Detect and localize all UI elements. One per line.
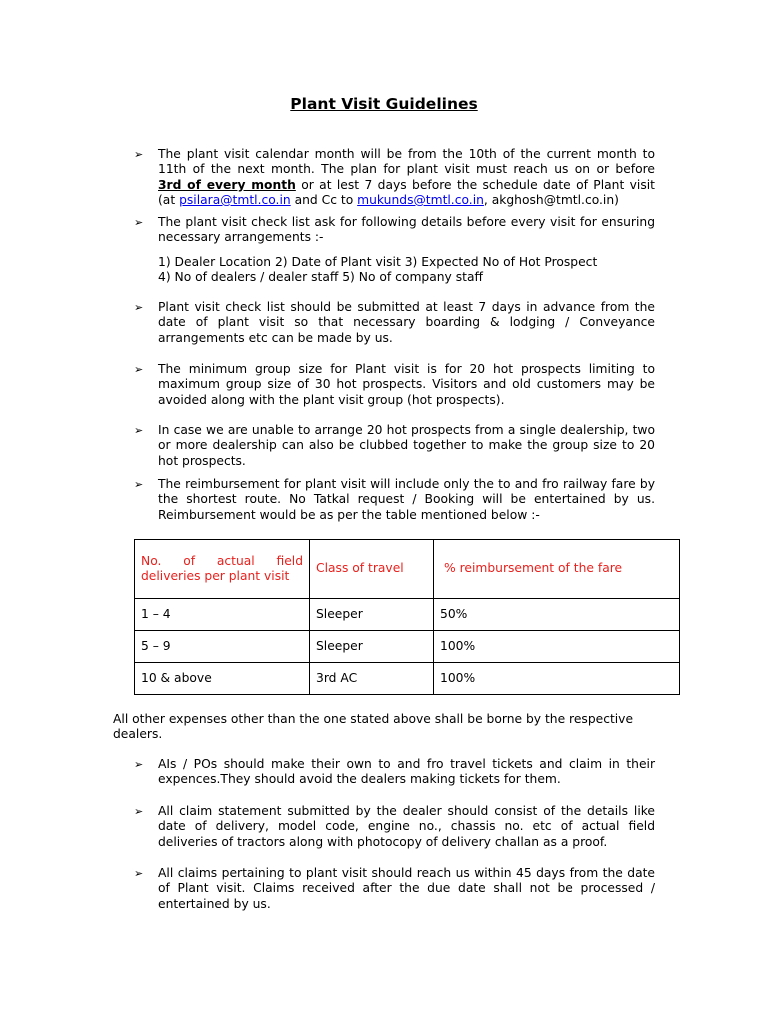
bullet-line bbox=[158, 193, 655, 208]
table-header-cell: % reimbursement of the fare bbox=[434, 540, 680, 599]
table-row bbox=[135, 663, 680, 695]
text-fragment: (at bbox=[158, 192, 180, 207]
email-link-mukunds[interactable]: mukunds@tmtl.co.in bbox=[357, 192, 484, 207]
checklist-item-line: 1) Dealer Location 2) Date of Plant visit 3) Expected No of Hot Prospect bbox=[158, 255, 598, 269]
table-header-row bbox=[135, 540, 680, 599]
bullet-text: In case we are unable to arrange 20 hot prospects from a single dealership, two or more dealership can also be clubbed together to make the group size to 20 hot prospects. bbox=[158, 423, 655, 468]
table-cell: 5 – 9 bbox=[135, 631, 310, 663]
table-cell: 10 & above bbox=[135, 663, 310, 695]
bullet-text: The reimbursement for plant visit will include only the to and fro railway fare by the shortest route. No Tatkal request / Booking will be entertained by us. Reimbursement would be as per the table mentioned below :- bbox=[158, 477, 655, 522]
table-cell: 100% bbox=[434, 663, 680, 695]
text-fragment: and Cc to bbox=[290, 192, 358, 207]
table-cell: 100% bbox=[434, 631, 680, 663]
arrow-bullet-icon: ➢ bbox=[134, 805, 144, 818]
bullet-text bbox=[158, 147, 655, 208]
arrow-bullet-icon: ➢ bbox=[134, 363, 144, 376]
arrow-bullet-icon: ➢ bbox=[134, 478, 144, 491]
document-title: Plant Visit Guidelines bbox=[290, 95, 478, 113]
bullet-text: All claims pertaining to plant visit should reach us within 45 days from the date of Plant visit. Claims received after the due date shall not be processed / entertained by us. bbox=[158, 866, 655, 911]
bullet-line: 11th of the next month. The plan for plant visit must reach us on or before bbox=[158, 162, 655, 177]
table-cell: 3rd AC bbox=[310, 663, 434, 695]
arrow-bullet-icon: ➢ bbox=[134, 758, 144, 771]
bullet-text: The minimum group size for Plant visit is for 20 hot prospects limiting to maximum group size of 30 hot prospects. Visitors and old customers may be avoided along with the plant visit group (hot prospects). bbox=[158, 362, 655, 407]
bullet-text: AIs / POs should make their own to and fro travel tickets and claim in their expences.They should avoid the dealers making tickets for them. bbox=[158, 757, 655, 787]
bullet-text: All claim statement submitted by the dealer should consist of the details like date of delivery, model code, engine no., chassis no. etc of actual field deliveries of tractors along with photocopy of delivery challan as a proof. bbox=[158, 804, 655, 849]
email-link-psilara[interactable]: psilara@tmtl.co.in bbox=[179, 192, 291, 207]
table-cell: 50% bbox=[434, 599, 680, 631]
bullet-line: The plant visit calendar month will be from the 10th of the current month to bbox=[158, 147, 655, 161]
table-row bbox=[135, 599, 680, 631]
checklist-item-line: 4) No of dealers / dealer staff 5) No of company staff bbox=[158, 270, 483, 284]
table-cell: Sleeper bbox=[310, 631, 434, 663]
reimbursement-table bbox=[134, 539, 680, 695]
arrow-bullet-icon: ➢ bbox=[134, 424, 144, 437]
bullet-text: Plant visit check list should be submitted at least 7 days in advance from the date of plant visit so that necessary boarding & lodging / Conveyance arrangements etc can be made by us. bbox=[158, 300, 655, 345]
table-row bbox=[135, 631, 680, 663]
other-expenses-paragraph: All other expenses other than the one stated above shall be borne by the respective dealers. bbox=[113, 712, 634, 742]
table-cell: 1 – 4 bbox=[135, 599, 310, 631]
arrow-bullet-icon: ➢ bbox=[134, 148, 144, 161]
bullet-text: The plant visit check list ask for following details before every visit for ensuring necessary arrangements :- bbox=[158, 215, 655, 245]
arrow-bullet-icon: ➢ bbox=[134, 301, 144, 314]
arrow-bullet-icon: ➢ bbox=[134, 216, 144, 229]
bullet-line-rest: or at lest 7 days before the schedule date of Plant visit bbox=[295, 177, 655, 192]
table-header-cell: No. of actual field deliveries per plant visit bbox=[135, 540, 310, 599]
bullet-line bbox=[158, 178, 655, 193]
table-cell: Sleeper bbox=[310, 599, 434, 631]
arrow-bullet-icon: ➢ bbox=[134, 867, 144, 880]
deadline-emphasis: 3rd of every month bbox=[158, 177, 296, 192]
text-fragment: , akghosh@tmtl.co.in) bbox=[483, 192, 619, 207]
table-header-cell: Class of travel bbox=[310, 540, 434, 599]
